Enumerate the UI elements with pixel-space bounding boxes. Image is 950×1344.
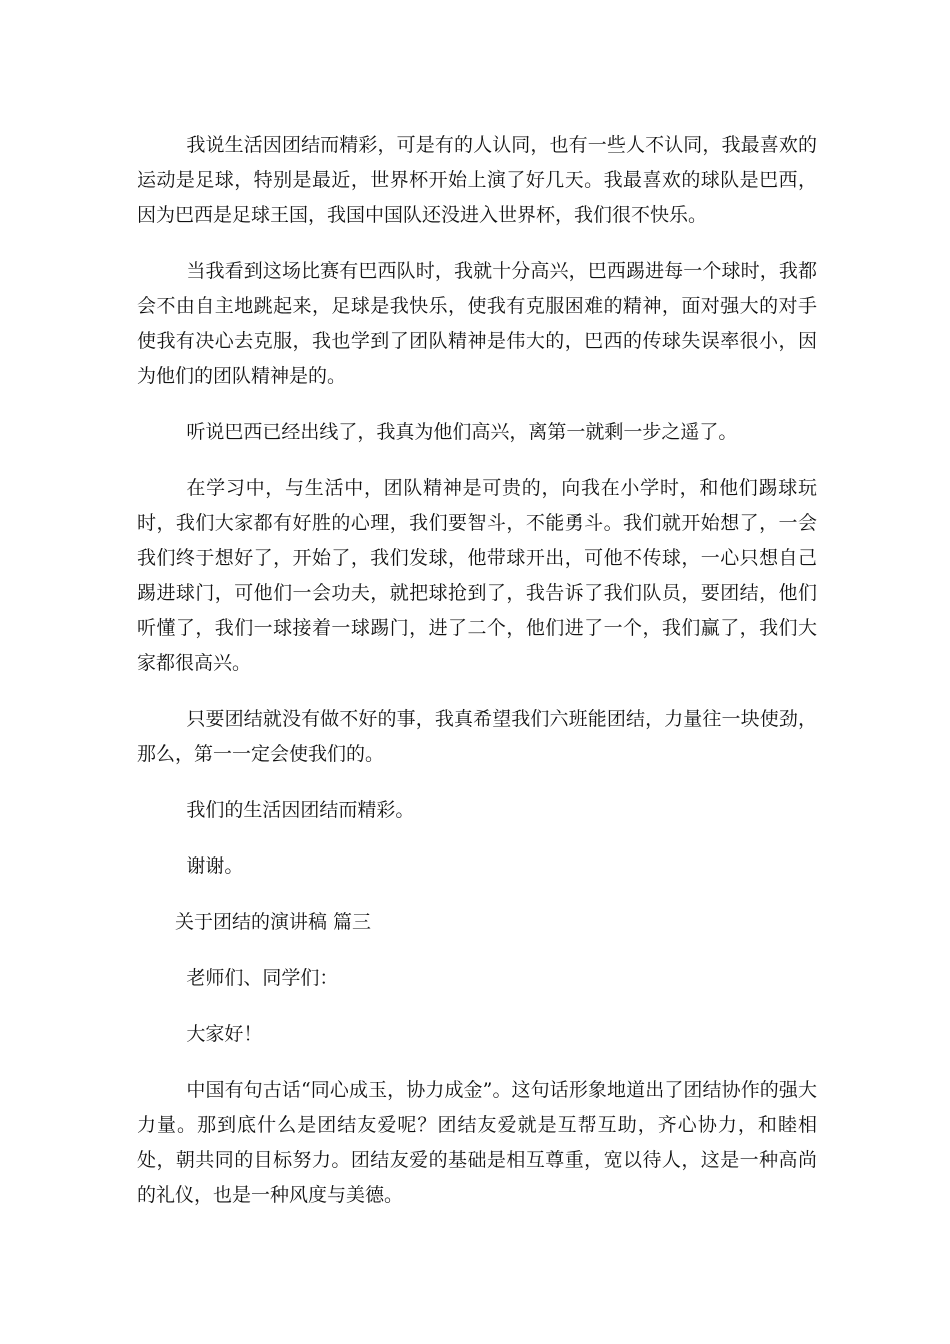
paragraph-2: 当我看到这场比赛有巴西队时，我就十分高兴，巴西踢进每一个球时，我都会不由自主地跳起来，足球是我快乐，使我有克服困难的精神，面对强大的对手使我有决心去克服，我也学到了团队精神是伟大的，巴西的传球失误率很小，因为他们的团队精神是的。 [137, 260, 817, 387]
paragraph-7: 谢谢。 [186, 855, 244, 877]
paragraph-5: 只要团结就没有做不好的事，我真希望我们六班能团结，力量往一块使劲，那么，第一一定会使我们的。 [137, 708, 817, 765]
paragraph-6: 我们的生活因团结而精彩。 [186, 799, 415, 821]
paragraph-4: 在学习中，与生活中，团队精神是可贵的，向我在小学时，和他们踢球玩时，我们大家都有好胜的心理，我们要智斗，不能勇斗。我们就开始想了，一会我们终于想好了，开始了，我们发球，他带球开出，可他不传球，一心只想自己踢进球门，可他们一会功夫，就把球抢到了，我告诉了我们队员，要团结，他们听懂了，我们一球接着一球踢门，进了二个，他们进了一个，我们赢了，我们大家都很高兴。 [137, 477, 817, 674]
greeting: 大家好！ [186, 1023, 263, 1045]
section-heading: 关于团结的演讲稿 篇三 [175, 911, 372, 933]
paragraph-3: 听说巴西已经出线了，我真为他们高兴，离第一就剩一步之遥了。 [186, 421, 738, 443]
document-body [137, 128, 817, 1234]
salutation: 老师们、同学们： [186, 967, 339, 989]
paragraph-8: 中国有句古话“同心成玉，协力成金”。这句话形象地道出了团结协作的强大力量。那到底什么是团结友爱呢？团结友爱就是互帮互助，齐心协力，和睦相处，朝共同的目标努力。团结友爱的基础是相互尊重，宽以待人，这是一种高尚的礼仪，也是一种风度与美德。 [137, 1079, 817, 1206]
paragraph-1: 我说生活因团结而精彩，可是有的人认同，也有一些人不认同，我最喜欢的运动是足球，特别是最近，世界杯开始上演了好几天。我最喜欢的球队是巴西，因为巴西是足球王国，我国中国队还没进入世界杯，我们很不快乐。 [137, 134, 817, 226]
